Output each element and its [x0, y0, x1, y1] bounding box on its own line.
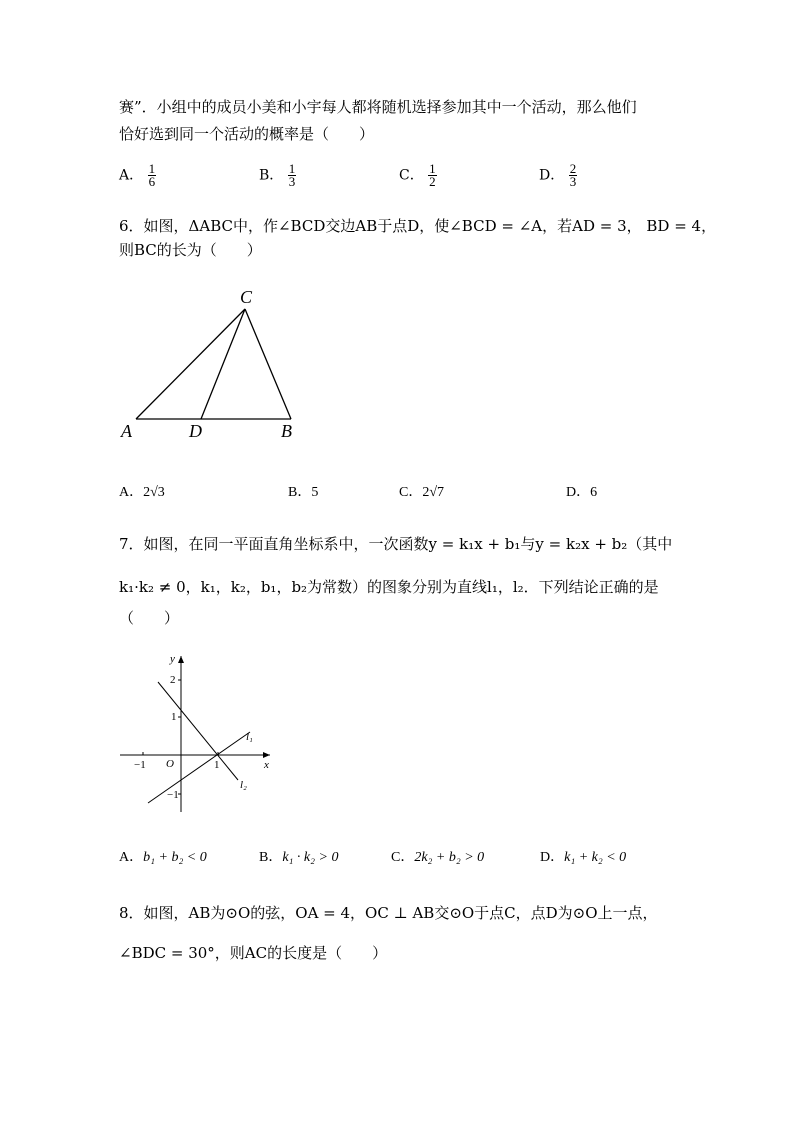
q8-text-line1: 8．如图，AB为⊙O的弦，OA = 4，OC ⊥ AB交⊙O于点C，点D为⊙O上一点， [119, 904, 658, 922]
option-label: A． [119, 167, 144, 184]
fraction: $\frac{1}{2}$ [429, 161, 436, 189]
y-tick-label-1: 1 [171, 711, 177, 723]
option-value: 2√7 [422, 485, 445, 500]
l1-label: l₁ [246, 731, 253, 743]
option-label: C． [391, 850, 415, 865]
x-tick-label-1: 1 [214, 759, 220, 771]
y-axis-label: y [170, 653, 175, 665]
y-axis-arrow [178, 656, 184, 663]
q7-option-c [391, 846, 484, 866]
q7-text-line2: k₁·k₂ ≠ 0，k₁，k₂，b₁，b₂为常数）的图象分别为直线l₁，l₂．下列结论正确的是 [119, 578, 659, 596]
q7-option-b [259, 846, 338, 866]
q7-option-a [119, 846, 207, 866]
q8-text-line2: ∠BDC = 30°，则AC的长度是（ ） [119, 944, 388, 962]
label-b: B [281, 421, 292, 441]
option-label: C． [399, 485, 423, 500]
fraction: $\frac{1}{6}$ [148, 161, 156, 189]
label-a: A [121, 421, 132, 441]
q5-text-line1: 赛”．小组中的成员小美和小宇每人都将随机选择参加其中一个活动，那么他们 [119, 98, 637, 116]
option-label: B． [259, 167, 284, 184]
option-value: 2k₂ + b₂ > 0 [414, 850, 485, 865]
option-label: D． [566, 485, 591, 500]
option-label: D． [539, 167, 565, 184]
option-value: k₁ + k₂ < 0 [564, 850, 627, 865]
y-tick-label-2: 2 [170, 674, 176, 686]
q7-option-d [540, 846, 626, 866]
option-label: A． [119, 485, 144, 500]
label-d: D [189, 421, 202, 441]
fraction: $\frac{1}{3}$ [288, 161, 296, 189]
option-value: b₁ + b₂ < 0 [143, 850, 207, 865]
option-value: k₁ · k₂ > 0 [282, 850, 339, 865]
q6-text-line1: 6．如图，ΔABC中，作∠BCD交边AB于点D，使∠BCD = ∠A，若AD = 3， BD = 4， [119, 217, 717, 235]
label-c: C [240, 287, 253, 307]
q7-text-line3: （ ） [119, 609, 180, 627]
option-label: B． [259, 850, 283, 865]
fraction: $\frac{2}{3}$ [569, 161, 577, 189]
option-label: A． [119, 850, 144, 865]
option-value: 2√3 [143, 485, 165, 500]
x-tick-label-neg1: −1 [134, 759, 146, 771]
option-value: 6 [590, 485, 598, 500]
y-tick-label-neg1: −1 [167, 789, 179, 801]
q5-text-line2: 恰好选到同一个活动的概率是（ ） [119, 125, 375, 143]
option-label: D． [540, 850, 565, 865]
q6-text-line2: 则BC的长为（ ） [119, 241, 262, 259]
x-axis-label: x [264, 759, 269, 771]
option-label: C． [399, 167, 424, 184]
option-value: 5 [311, 485, 319, 500]
q7-text-line1: 7．如图，在同一平面直角坐标系中，一次函数y = k₁x + b₁与y = k₂x + b₂（其中 [119, 535, 673, 553]
x-axis-arrow [263, 752, 270, 758]
origin-label: O [166, 758, 174, 770]
option-label: B． [288, 485, 312, 500]
line-l1 [148, 732, 250, 803]
l2-label: l₂ [240, 779, 247, 791]
